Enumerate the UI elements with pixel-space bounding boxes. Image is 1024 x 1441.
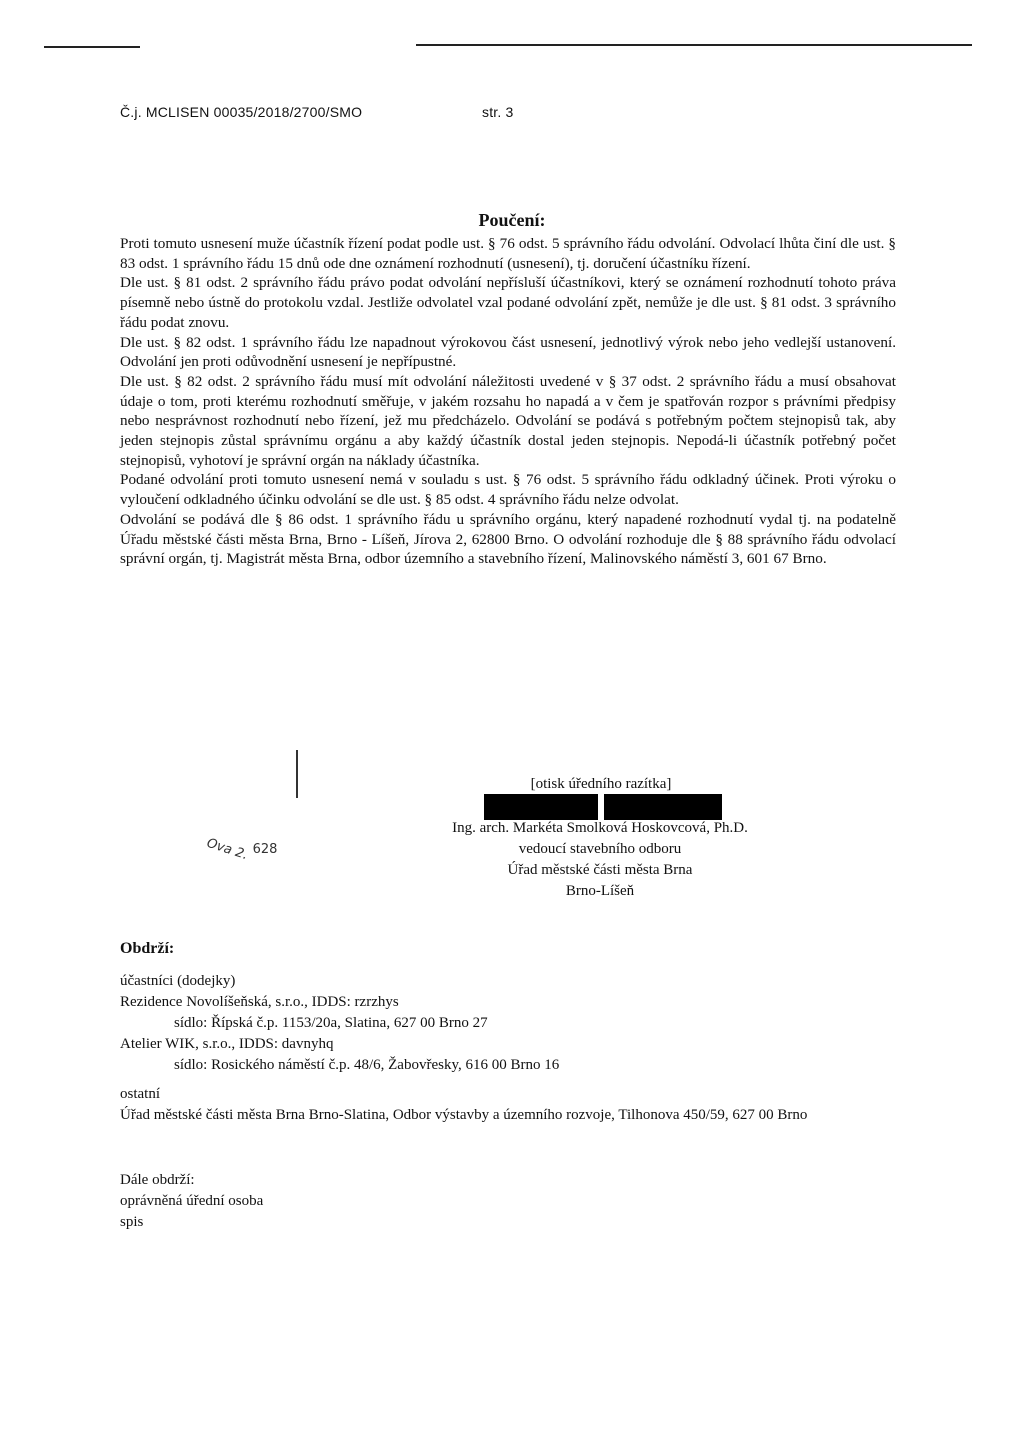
further-section [120, 1170, 896, 1233]
redaction-block [604, 794, 722, 820]
paragraph: Proti tomuto usnesení muže účastník řízení podat podle ust. § 76 odst. 5 správního řádu odvolání. Odvolací lhůta činí dle ust. § 83 odst. 1 správního řádu 15 dnů ode dne oznámení rozhodnutí (usnesení), tj. doručení účastníku řízení. [120, 235, 896, 272]
participant-address: sídlo: Řípská č.p. 1153/20a, Slatina, 627 00 Brno 27 [174, 1015, 488, 1031]
paragraph: Podané odvolání proti tomuto usnesení nemá v souladu s ust. § 76 odst. 5 správního řádu odkladný účinek. Proti výroku o vyloučení odkladného účinku odvolání se dle ust. § 85 odst. 4 správního řádu nelze odvolat. [120, 471, 896, 509]
signatory-position: vedoucí stavebního odboru [518, 841, 682, 857]
participant-name: Rezidence Novolíšeňská, s.r.o., IDDS: rzrzhys [120, 994, 399, 1010]
signatory-name: Ing. arch. Markéta Smolková Hoskovcová, Ph.D. [452, 820, 748, 836]
handwritten-number: 628 [252, 842, 278, 857]
signatory-district: Brno-Líšeň [565, 883, 635, 899]
further-label: Dále obdrží: [120, 1172, 195, 1188]
signature-block [390, 818, 810, 902]
handwritten-note [204, 835, 278, 864]
signatory-office: Úřad městské části města Brna [507, 862, 693, 878]
paragraph: Odvolání se podává dle § 86 odst. 1 správního řádu u správního orgánu, který napadené rozhodnutí vydal tj. na podatelně Úřadu městské části města Brna, Brno - Líšeň, Jírova 2, 62800 Brno. O odvolání rozhoduje dle § 88 správního řádu odvolací správní orgán, tj. Magistrát města Brna, odbor územního a stavebního řízení, Malinovského náměstí 3, 601 67 Brno. [120, 510, 896, 568]
top-rule-left [44, 46, 140, 48]
further-item: spis [120, 1214, 144, 1230]
others-section [120, 1084, 896, 1126]
paragraph: Dle ust. § 82 odst. 2 správního řádu musí mít odvolání náležitosti uvedené v § 37 odst. 2 správního řádu a musí obsahovat údaje o tom, proti kterému rozhodnutí směřuje, v jakém rozsahu ho napadá a v čem je spatřován rozpor s právními předpisy nebo nesprávnost rozhodnutí nebo řízení, jež mu předcházelo. Odvolání se podává s potřebným počtem stejnopisů tak, aby jeden stejnopis zůstal správnímu orgánu a aby každý účastník dostal jeden stejnopis. Nepodá-li účastník potřebný počet stejnopisů, vyhotoví je správní orgán na náklady účastníka. [120, 372, 896, 469]
section-title: Poučení: [478, 210, 546, 230]
instructions-body [120, 234, 896, 569]
other-recipient: Úřad městské části města Brna Brno-Slatina, Odbor výstavby a územního rozvoje, Tilhonova 450/59, 627 00 Brno [120, 1107, 808, 1123]
participants-label: účastníci (dodejky) [120, 973, 236, 989]
top-rule-right [416, 44, 972, 46]
reference-number: Č.j. MCLISEN 00035/2018/2700/SMO [120, 104, 363, 120]
redaction-block [484, 794, 598, 820]
stamp-placeholder: [otisk úředního razítka] [530, 776, 672, 792]
handwritten-scribble: Ova 2. [204, 835, 250, 864]
page-number: str. 3 [482, 104, 514, 120]
participant-address: sídlo: Rosického náměstí č.p. 48/6, Žabovřesky, 616 00 Brno 16 [174, 1057, 560, 1073]
others-label: ostatní [120, 1086, 160, 1102]
paragraph: Dle ust. § 81 odst. 2 správního řádu právo podat odvolání nepřísluší účastníkovi, který se oznámení rozhodnutí tohoto práva písemně nebo ústně do protokolu vzdal. Jestliže odvolatel vzal podané odvolání zpět, nemůže je dle ust. § 81 odst. 3 správního řádu podat znovu. [120, 274, 896, 331]
margin-mark [296, 750, 298, 798]
further-item: oprávněná úřední osoba [120, 1193, 264, 1209]
recipients-heading: Obdrží: [120, 940, 175, 957]
recipients-section [120, 938, 920, 1076]
paragraph: Dle ust. § 82 odst. 1 správního řádu lze napadnout výrokovou část usnesení, jednotlivý výrok nebo jeho vedlejší ustanovení. Odvolání jen proti odůvodnění usnesení je nepřípustné. [120, 333, 896, 371]
participant-name: Atelier WIK, s.r.o., IDDS: davnyhq [120, 1036, 334, 1052]
